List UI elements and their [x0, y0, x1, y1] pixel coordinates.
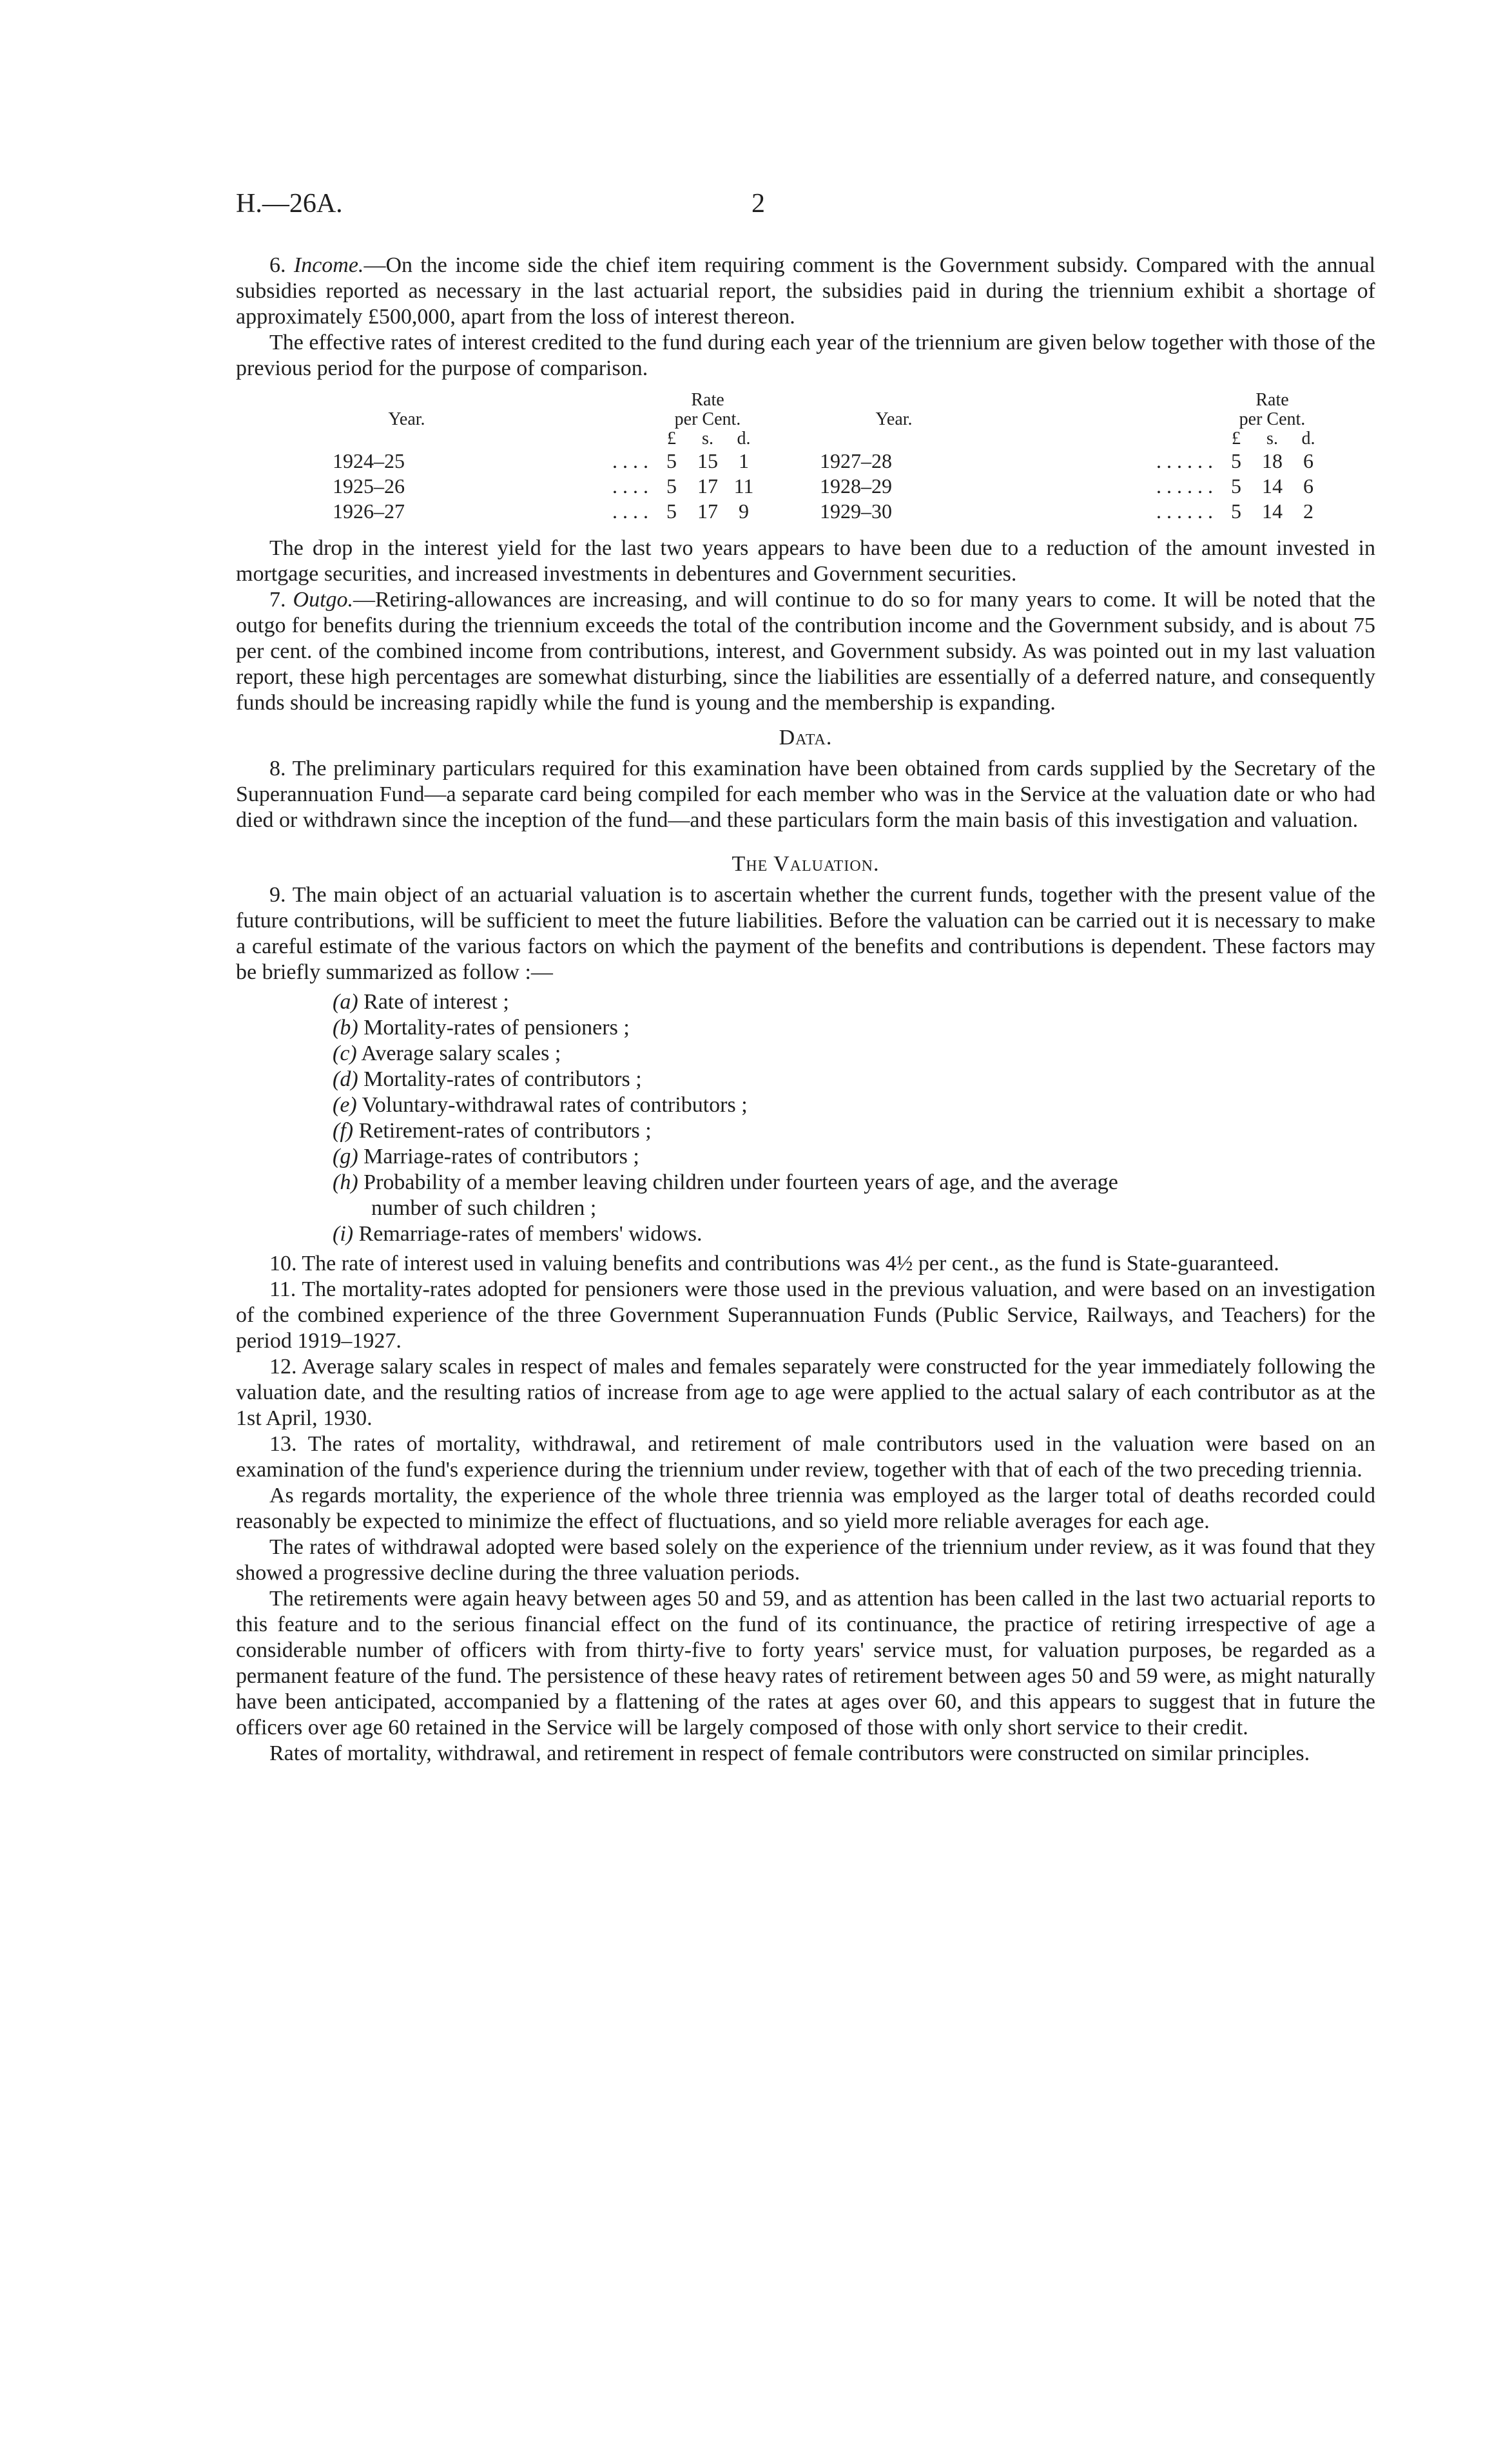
list-item: (e) Voluntary-withdrawal rates of contributors ;: [333, 1093, 748, 1117]
interest-rates-table: [333, 391, 1326, 524]
paragraph-11: 11. The mortality-rates adopted for pensioners were those used in the previous valuation, and were based on an investigation of the combined experience of the three Government Superannuation Funds (Public Service, Railways, and Teachers) for the period 1919–1927.: [236, 1277, 1375, 1353]
list-item: (g) Marriage-rates of contributors ;: [333, 1145, 639, 1168]
paragraph-13c: The rates of withdrawal adopted were based solely on the experience of the triennium under review, as it was found that they showed a progressive decline during the three valuation periods.: [236, 1535, 1375, 1585]
table-header-row-1: [333, 391, 1326, 410]
factors-list: [333, 989, 1375, 1247]
per-cent-header-b: per Cent.: [1239, 409, 1306, 429]
paragraph-6c: The drop in the interest yield for the last two years appears to have been due to a reduction of the amount invested in mortgage securities, and increased investments in debentures and Government securities.: [236, 536, 1375, 586]
table-header-row-3: £ s. d. £ s. d.: [667, 429, 1315, 449]
section-heading-data: Data.: [779, 726, 833, 750]
paragraph-13b: As regards mortality, the experience of the whole three triennia was employed as the larger total of deaths recorded could reasonably be expected to minimize the effect of fluctuations, and so yield more reliable averages for each age.: [236, 1484, 1375, 1533]
year-header-a: Year.: [388, 409, 425, 429]
list-item: (d) Mortality-rates of contributors ;: [333, 1067, 642, 1091]
list-item: (c) Average salary scales ;: [333, 1042, 561, 1065]
paragraph-7-title: Outgo.: [293, 588, 354, 612]
document-reference: H.—26A.: [236, 189, 343, 218]
paragraph-12: 12. Average salary scales in respect of males and females separately were constructed for the year immediately following the valuation date, and the resulting ratios of increase from age to age were applied to the actual salary of each contributor as at the 1st April, 1930.: [236, 1355, 1375, 1430]
per-cent-header-a: per Cent.: [674, 409, 741, 429]
table-row: 1924–25 . . . . 5 15 1 1927–28 . . . . . . 5 18 6: [333, 449, 1313, 472]
page-header: [236, 188, 1375, 227]
list-item: (b) Mortality-rates of pensioners ;: [333, 1016, 630, 1040]
section-heading-valuation: The Valuation.: [732, 852, 880, 876]
document-body: [236, 253, 1375, 1767]
rate-header-b: Rate: [1255, 390, 1289, 410]
list-item: (f) Retirement-rates of contributors ;: [333, 1119, 652, 1143]
paragraph-9: 9. The main object of an actuarial valuation is to ascertain whether the current funds, together with the present value of the future contributions, will be sufficient to meet the future liabilities. Before the valuation can be carried out it is necessary to make a careful estimate of the various factors on which the payment of the benefits and contributions is dependent. These factors may be briefly summarized as follow :—: [236, 883, 1375, 984]
paragraph-6: 6. Income.—On the income side the chief item requiring comment is the Government subsidy. Compared with the annual subsidies reported as necessary in the last actuarial report, the subsidies paid in during the triennium exhibit a shortage of approximately £500,000, apart from the loss of interest thereon.: [236, 253, 1375, 329]
paragraph-13d: The retirements were again heavy between ages 50 and 59, and as attention has been called in the last two actuarial reports to this feature and to the serious financial effect on the fund of its continuance, the practice of retiring irrespective of age a considerable number of officers with from thirty-five to forty years' service must, for valuation purposes, be regarded as a permanent feature of the fund. The persistence of these heavy rates of retirement between ages 50 and 59 were, as might naturally have been anticipated, accompanied by a flattening of the rates at ages over 60, and this appears to suggest that in future the officers over age 60 retained in the Service will be largely composed of those with only short service to their credit.: [236, 1587, 1375, 1739]
table-row: 1925–26 . . . . 5 17 11 1928–29 . . . . . . 5 14 6: [333, 474, 1313, 498]
paragraph-13e: Rates of mortality, withdrawal, and retirement in respect of female contributors were constructed on similar principles.: [269, 1741, 1310, 1765]
paragraph-8: 8. The preliminary particulars required for this examination have been obtained from cards supplied by the Secretary of the Superannuation Fund—a separate card being compiled for each member who was in the Service at the valuation date or who had died or withdrawn since the inception of the fund—and these particulars form the main basis of this investigation and valuation.: [236, 757, 1375, 832]
paragraph-10: 10. The rate of interest used in valuing benefits and contributions was 4½ per cent., as the fund is State-guaranteed.: [269, 1252, 1279, 1275]
table-header-row-2: [333, 410, 1326, 429]
paragraph-6b: The effective rates of interest credited to the fund during each year of the triennium are given below together with those of the previous period for the purpose of comparison.: [236, 331, 1375, 380]
paragraph-13: 13. The rates of mortality, withdrawal, and retirement of male contributors used in the valuation were based on an examination of the fund's experience during the triennium under review, together with that of each of the two preceding triennia.: [236, 1432, 1375, 1482]
paragraph-6-title: Income.: [293, 253, 364, 277]
rate-header-a: Rate: [691, 390, 724, 410]
page-number: 2: [751, 189, 765, 218]
list-item: (i) Remarriage-rates of members' widows.: [333, 1222, 703, 1246]
table-row: 1926–27 . . . . 5 17 9 1929–30 . . . . . . 5 14 2: [333, 499, 1313, 523]
list-item: (a) Rate of interest ;: [333, 990, 509, 1014]
list-item: (h) Probability of a member leaving children under fourteen years of age, and the average number of such children ;: [333, 1170, 1118, 1220]
year-header-b: Year.: [875, 409, 913, 429]
paragraph-7: 7. Outgo.—Retiring-allowances are increasing, and will continue to do so for many years to come. It will be noted that the outgo for benefits during the triennium exceeds the total of the contribution income and the Government subsidy, and is about 75 per cent. of the combined income from contributions, interest, and Government subsidy. As was pointed out in my last valuation report, these high percentages are somewhat disturbing, since the liabilities are essentially of a deferred nature, and consequently funds should be increasing rapidly while the fund is young and the membership is expanding.: [236, 588, 1375, 715]
